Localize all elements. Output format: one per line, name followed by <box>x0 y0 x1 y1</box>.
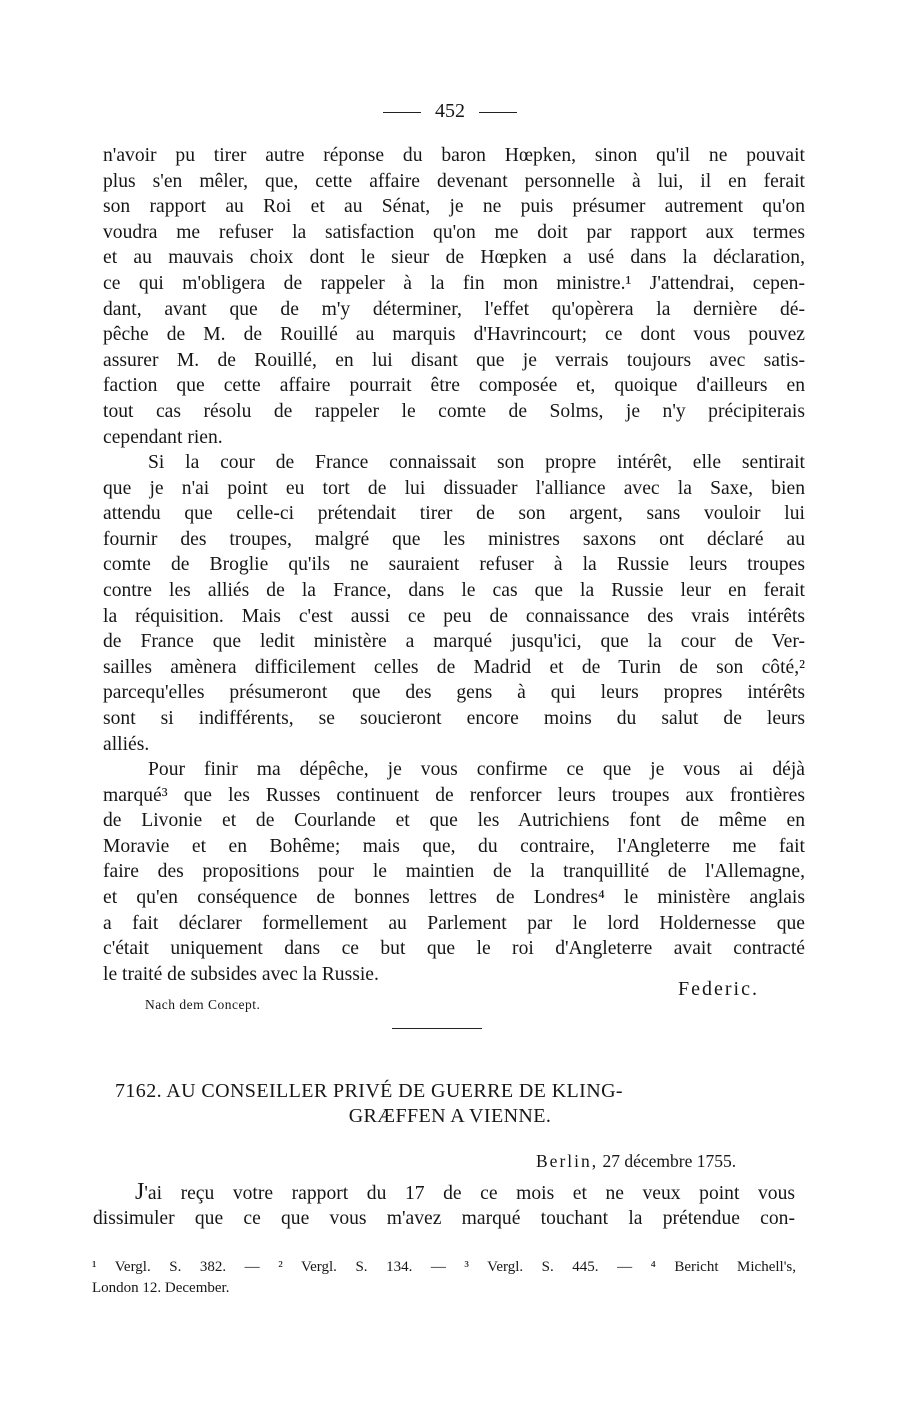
text-line: et au mauvais choix dont le sieur de Hœpken a usé dans la déclaration, <box>103 247 805 269</box>
text-line: n'avoir pu tirer autre réponse du baron Hœpken, sinon qu'il ne pouvait <box>103 145 805 166</box>
text-line: tout cas résolu de rappeler le comte de Solms, je n'y précipiterais <box>103 400 805 422</box>
text-line: et qu'en conséquence de bonnes lettres de Londres⁴ le ministère anglais <box>103 886 805 908</box>
text-line: alliés. <box>103 733 150 755</box>
footnote-line: ¹ Vergl. S. 382. — ² Vergl. S. 134. — ³ Vergl. S. 445. — ⁴ Bericht Michell's, <box>92 1259 796 1275</box>
signature: Federic. <box>678 978 759 1000</box>
text-line: a fait déclarer formellement au Parlement par le lord Holdernesse que <box>103 912 805 934</box>
text-line: son rapport au Roi et au Sénat, je ne puis présumer autrement qu'on <box>103 196 805 218</box>
date-value: 27 décembre 1755. <box>602 1151 737 1171</box>
text-line: voudra me refuser la satisfaction qu'on me doit par rapport aux termes <box>103 221 805 243</box>
text-line: faction que cette affaire pourrait être composée et, quoique d'ailleurs en <box>103 375 805 397</box>
text-line: sont si indifférents, se soucieront encore moins du salut de leurs <box>103 707 805 729</box>
paragraph-conclusion <box>103 757 805 987</box>
text-line: de Livonie et de Courlande et que les Autrichiens font de même en <box>103 810 805 832</box>
header-rule-right <box>479 112 517 113</box>
text-line: c'était uniquement dans ce but que le roi d'Angleterre avait contracté <box>103 938 805 960</box>
date-place: Berlin, <box>536 1151 599 1171</box>
text-line: Si la cour de France connaissait son propre intérêt, elle sentirait <box>148 452 805 473</box>
footnotes <box>92 1257 796 1299</box>
continuation-paragraph <box>103 143 805 450</box>
paragraph-alliance <box>103 450 805 757</box>
text-line: comte de Broglie qu'ils ne sauraient refuser à la Russie leurs troupes <box>103 554 805 576</box>
page-header <box>0 99 900 123</box>
text-line: fournir des troupes, malgré que les ministres saxons ont déclaré au <box>103 528 805 550</box>
letter-body <box>93 1180 795 1231</box>
text-line: dant, avant que de m'y déterminer, l'effet qu'opèrera la dernière dé- <box>103 298 805 320</box>
text-line: attendu que celle-ci prétendait tirer de son argent, sans vouloir lui <box>103 503 805 525</box>
text-line: pêche de M. de Rouillé au marquis d'Havrincourt; ce dont vous pouvez <box>103 324 805 346</box>
text-line: sailles amènera difficilement celles de Madrid et de Turin de son côté,² <box>103 656 805 678</box>
section-divider <box>392 1028 482 1029</box>
source-note: Nach dem Concept. <box>145 997 261 1012</box>
text-line: plus s'en mêler, que, cette affaire devenant personnelle à lui, il en ferait <box>103 170 805 192</box>
text-line: la réquisition. Mais c'est aussi ce peu de connaissance des vrais intérêts <box>103 605 805 627</box>
drop-cap: J <box>135 1179 145 1205</box>
letter-line-1 <box>93 1180 795 1206</box>
text-line: marqué³ que les Russes continuent de renforcer leurs troupes aux frontières <box>103 784 805 806</box>
text-line: cependant rien. <box>103 426 223 448</box>
footnote-line: London 12. December. <box>92 1280 230 1296</box>
letter-line-2: dissimuler que ce que vous m'avez marqué touchant la prétendue con- <box>93 1207 795 1229</box>
text-line: Moravie et en Bohême; mais que, du contraire, l'Angleterre me fait <box>103 835 805 857</box>
page-number: 452 <box>435 100 465 122</box>
section-heading-line-1: 7162. AU CONSEILLER PRIVÉ DE GUERRE DE KLING- <box>115 1080 623 1102</box>
section-heading-line-2: GRÆFFEN A VIENNE. <box>348 1105 552 1127</box>
header-rule-left <box>383 112 421 113</box>
text-line: que je n'ai point eu tort de lui dissuader l'alliance avec la Saxe, bien <box>103 477 805 499</box>
text-line: ce qui m'obligera de rappeler à la fin mon ministre.¹ J'attendrai, cepen- <box>103 272 805 294</box>
dateline <box>536 1151 736 1172</box>
text-line: Pour finir ma dépêche, je vous confirme ce que je vous ai déjà <box>148 759 805 780</box>
text-line: parcequ'elles présumeront que des gens à qui leurs propres intérêts <box>103 682 805 704</box>
text-line: contre les alliés de la France, dans le cas que la Russie leur en ferait <box>103 579 805 601</box>
text-line: faire des propositions pour le maintien de la tranquillité de l'Allemagne, <box>103 861 805 883</box>
letter-line-1-text: 'ai reçu votre rapport du 17 de ce mois et ne veux point vous <box>144 1183 795 1204</box>
text-line: assurer M. de Rouillé, en lui disant que je verrais toujours avec satis- <box>103 349 805 371</box>
text-line: de France que ledit ministère a marqué jusqu'ici, que la cour de Ver- <box>103 631 805 653</box>
text-line: le traité de subsides avec la Russie. <box>103 963 379 985</box>
